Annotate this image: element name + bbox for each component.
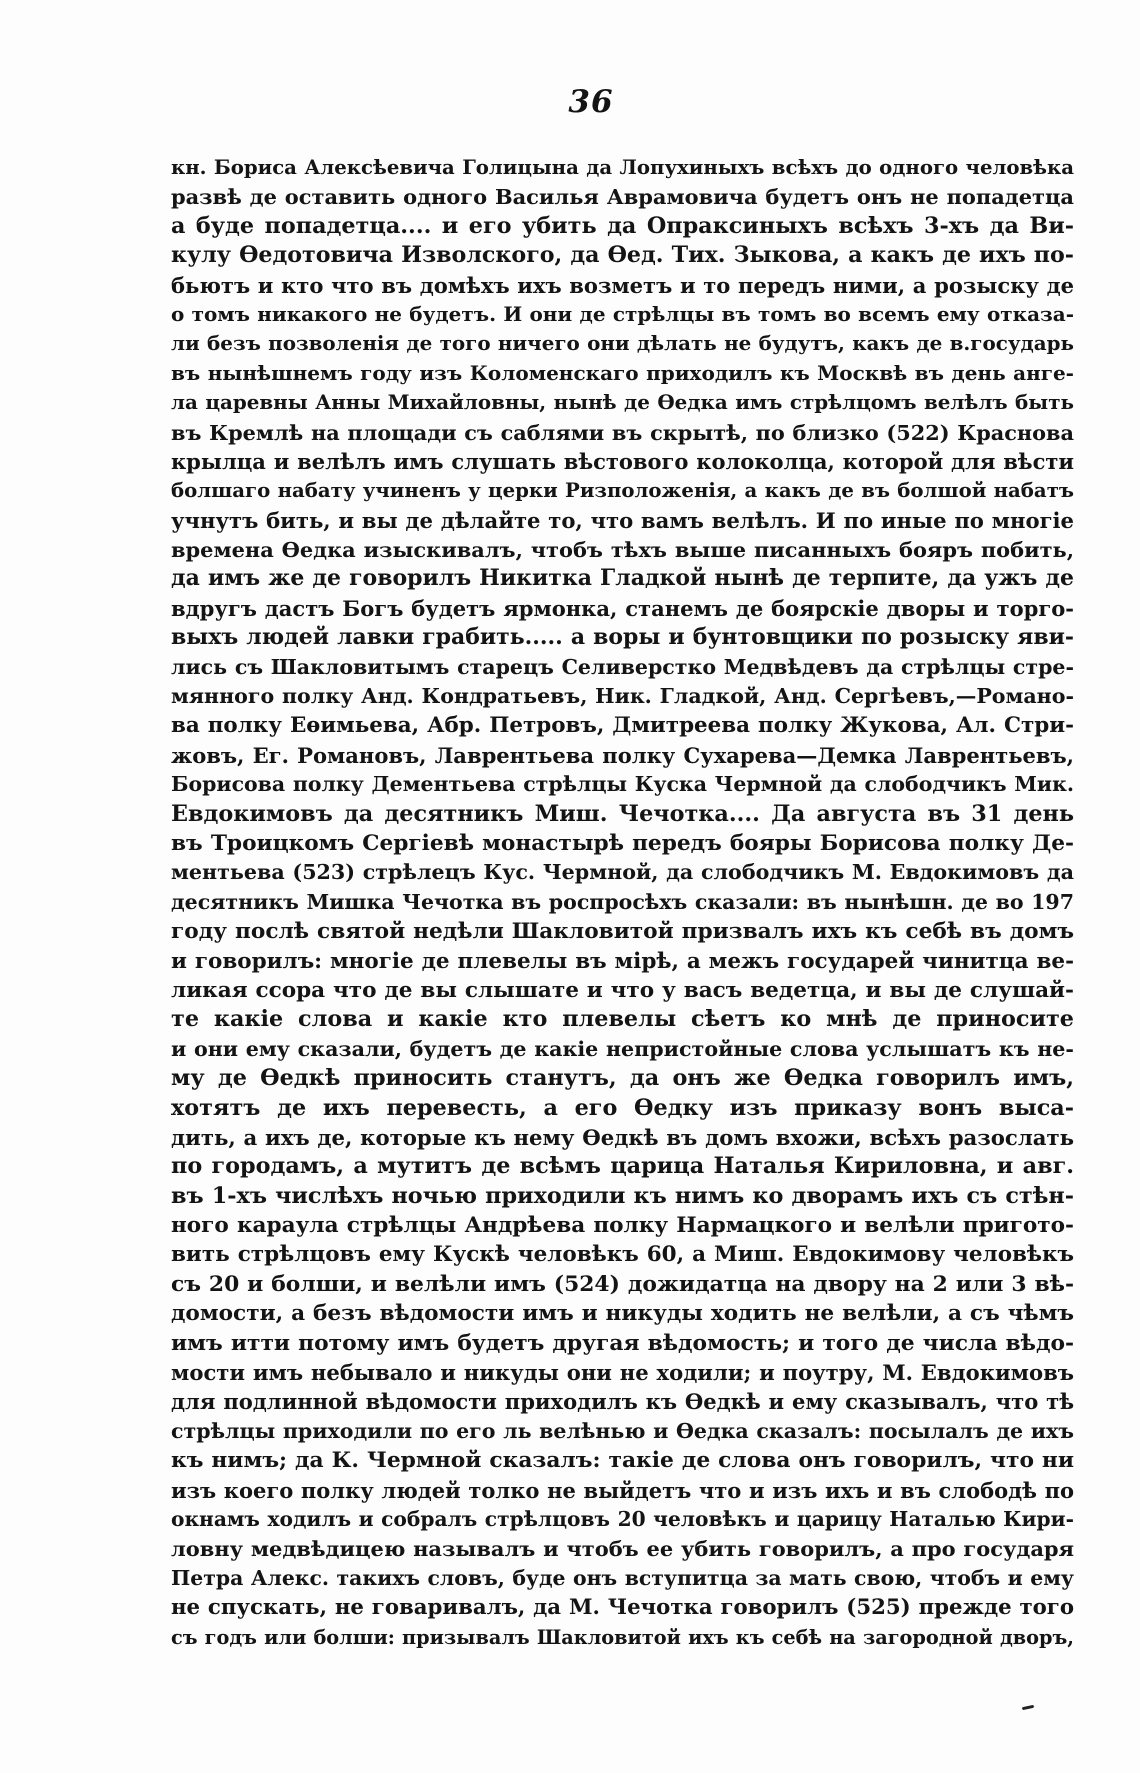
- text-line: жовъ, Ег. Романовъ, Лаврентьева полку Сухарева—Демка Лаврентьевъ,: [171, 742, 1074, 768]
- text-line: и они ему сказали, будетъ де какіе непристойные слова услышатъ къ не-: [171, 1036, 1074, 1061]
- text-line: вдругъ дастъ Богъ будетъ ярмонка, станемъ де боярскіе дворы и торго-: [171, 595, 1074, 621]
- page-number: 36: [568, 84, 614, 120]
- text-line: те какіе слова и какіе кто плевелы сѣетъ ко мнѣ де приносите: [171, 1006, 1074, 1033]
- text-line: лись съ Шакловитымъ старецъ Селиверстко Медвѣдевъ да стрѣлцы стре-: [171, 654, 1074, 679]
- text-line: ли безъ позволенія де того ничего они дѣлать не будутъ, какъ де в.государь: [171, 331, 1074, 356]
- text-line: по городамъ, а мутитъ де всѣмъ царица Наталья Кириловна, и авг.: [171, 1153, 1074, 1180]
- text-line: ментьева (523) стрѣлецъ Кус. Чермной, да слободчикъ М. Евдокимовъ да: [171, 860, 1074, 885]
- text-line: изъ коего полку людей толко не выйдетъ что и изъ ихъ и въ слободѣ по: [171, 1477, 1074, 1503]
- text-line: бьютъ и кто что въ домѣхъ ихъ возметъ и то передъ ними, а розыску де: [171, 272, 1074, 298]
- text-line: му де Ѳедкѣ приносить станутъ, да онъ же Ѳедка говорилъ имъ,: [171, 1065, 1074, 1092]
- text-line: ловну медвѣдицею называлъ и чтобъ ее убить говорилъ, а про государя: [171, 1536, 1074, 1562]
- text-line: въ 1-хъ числѣхъ ночью приходили къ нимъ ко дворамъ ихъ съ стѣн-: [171, 1182, 1074, 1209]
- text-line: окнамъ ходилъ и собралъ стрѣлцовъ 20 человѣкъ и царицу Наталью Кири-: [171, 1506, 1074, 1531]
- text-line: кн. Бориса Алексѣевича Голицына да Лопухиныхъ всѣхъ до одного человѣка: [171, 156, 1074, 179]
- text-line: домости, а безъ вѣдомости имъ и никуды ходить не велѣли, а съ чѣмъ: [171, 1301, 1074, 1327]
- text-line: въ Кремлѣ на площади съ саблями въ скрытѣ, по близко (522) Краснова: [171, 419, 1074, 445]
- ink-mark: [1022, 1705, 1034, 1710]
- text-line: хотятъ де ихъ перевесть, а его Ѳедку изъ приказу вонъ выса-: [171, 1094, 1074, 1121]
- text-line: мости имъ небывало и никуды они не ходили; и поутру, М. Евдокимовъ: [171, 1360, 1074, 1386]
- text-line: времена Ѳедка изыскивалъ, чтобъ тѣхъ выше писанныхъ бояръ побить,: [171, 537, 1074, 563]
- text-line: и говорилъ: многіе де плевелы въ мірѣ, а межъ государей чинитца ве-: [171, 948, 1074, 974]
- text-line: въ нынѣшнемъ году изъ Коломенскаго приходилъ къ Москвѣ въ день анге-: [171, 360, 1074, 385]
- text-line: Евдокимовъ да десятникъ Миш. Чечотка.... Да августа въ 31 день: [171, 800, 1074, 827]
- body-text: [171, 153, 1074, 1652]
- text-line: о томъ никакого не будетъ. И они де стрѣлцы въ томъ во всемъ ему отказа-: [171, 301, 1074, 326]
- text-line: болшаго набату учиненъ у церки Ризположенія, а какъ де въ болшой набатъ: [171, 479, 1074, 503]
- text-line: имъ итти потому имъ будетъ другая вѣдомость; и того де числа вѣдо-: [171, 1330, 1074, 1356]
- text-line: вить стрѣлцовъ ему Кускѣ человѣкъ 60, а Миш. Евдокимову человѣкъ: [171, 1242, 1074, 1268]
- text-line: Борисова полку Дементьева стрѣлцы Куска Чермной да слободчикъ Мик.: [171, 772, 1074, 797]
- text-line: да имъ же де говорилъ Никитка Гладкой нынѣ де терпите, да ужъ де: [171, 565, 1074, 592]
- text-line: а буде попадетца.... и его убить да Опраксиныхъ всѣхъ 3-хъ да Ви-: [171, 212, 1074, 239]
- text-line: къ нимъ; да К. Чермной сказалъ: такіе де слова онъ говорилъ, что ни: [171, 1448, 1074, 1474]
- text-line: для подлинной вѣдомости приходилъ къ Ѳедкѣ и ему сказывалъ, что тѣ: [171, 1389, 1074, 1415]
- text-line: кулу Ѳедотовича Изволского, да Ѳед. Тих. Зыкова, а какъ де ихъ по-: [171, 242, 1074, 269]
- text-line: стрѣлцы приходили по его ль велѣнью и Ѳедка сказалъ: посылалъ де ихъ: [171, 1418, 1074, 1443]
- text-line: году послѣ святой недѣли Шакловитой призвалъ ихъ къ себѣ въ домъ: [171, 919, 1074, 945]
- text-line: ликая ссора что де вы слышате и что у васъ ведетца, и вы де слушай-: [171, 977, 1074, 1003]
- text-line: крылца и велѣлъ имъ слушать вѣстового колоколца, которой для вѣсти: [171, 448, 1074, 474]
- text-line: ного караула стрѣлцы Андрѣева полку Нармацкого и велѣли пригото-: [171, 1213, 1074, 1239]
- text-line: въ Троицкомъ Сергіевѣ монастырѣ передъ бояры Борисова полку Де-: [171, 830, 1074, 856]
- text-line: ла царевны Анны Михайловны, нынѣ де Ѳедка имъ стрѣлцомъ велѣлъ быть: [171, 390, 1074, 415]
- text-line: не спускать, не говаривалъ, да М. Чечотка говорилъ (525) прежде того: [171, 1595, 1074, 1621]
- text-line: выхъ людей лавки грабить..... а воры и бунтовщики по розыску яви-: [171, 624, 1074, 651]
- text-line: развѣ де оставить одного Василья Аврамовича будетъ онъ не попадетца: [171, 184, 1074, 210]
- text-line: десятникъ Мишка Чечотка въ роспросѣхъ сказали: въ нынѣшн. де во 197: [171, 889, 1074, 914]
- text-line: дить, а ихъ де, которые къ нему Ѳедкѣ въ домъ вхожи, всѣхъ разослать: [171, 1124, 1074, 1150]
- text-line: ва полку Еѳимьева, Абр. Петровъ, Дмитреева полку Жукова, Ал. Стри-: [171, 713, 1074, 739]
- text-line: мянного полку Анд. Кондратьевъ, Ник. Гладкой, Анд. Сергѣевъ,—Романо-: [171, 684, 1074, 709]
- text-line: Петра Алекс. такихъ словъ, буде онъ вступитца за мать свою, чтобъ и ему: [171, 1565, 1074, 1590]
- text-line: учнутъ бить, и вы де дѣлайте то, что вамъ велѣлъ. И по иные по многіе: [171, 507, 1074, 533]
- text-line: съ годъ или болши: призывалъ Шакловитой ихъ къ себѣ на загородной дворъ,: [171, 1625, 1074, 1649]
- text-line: съ 20 и болши, и велѣли имъ (524) дожидатца на двору на 2 или 3 вѣ-: [171, 1271, 1074, 1297]
